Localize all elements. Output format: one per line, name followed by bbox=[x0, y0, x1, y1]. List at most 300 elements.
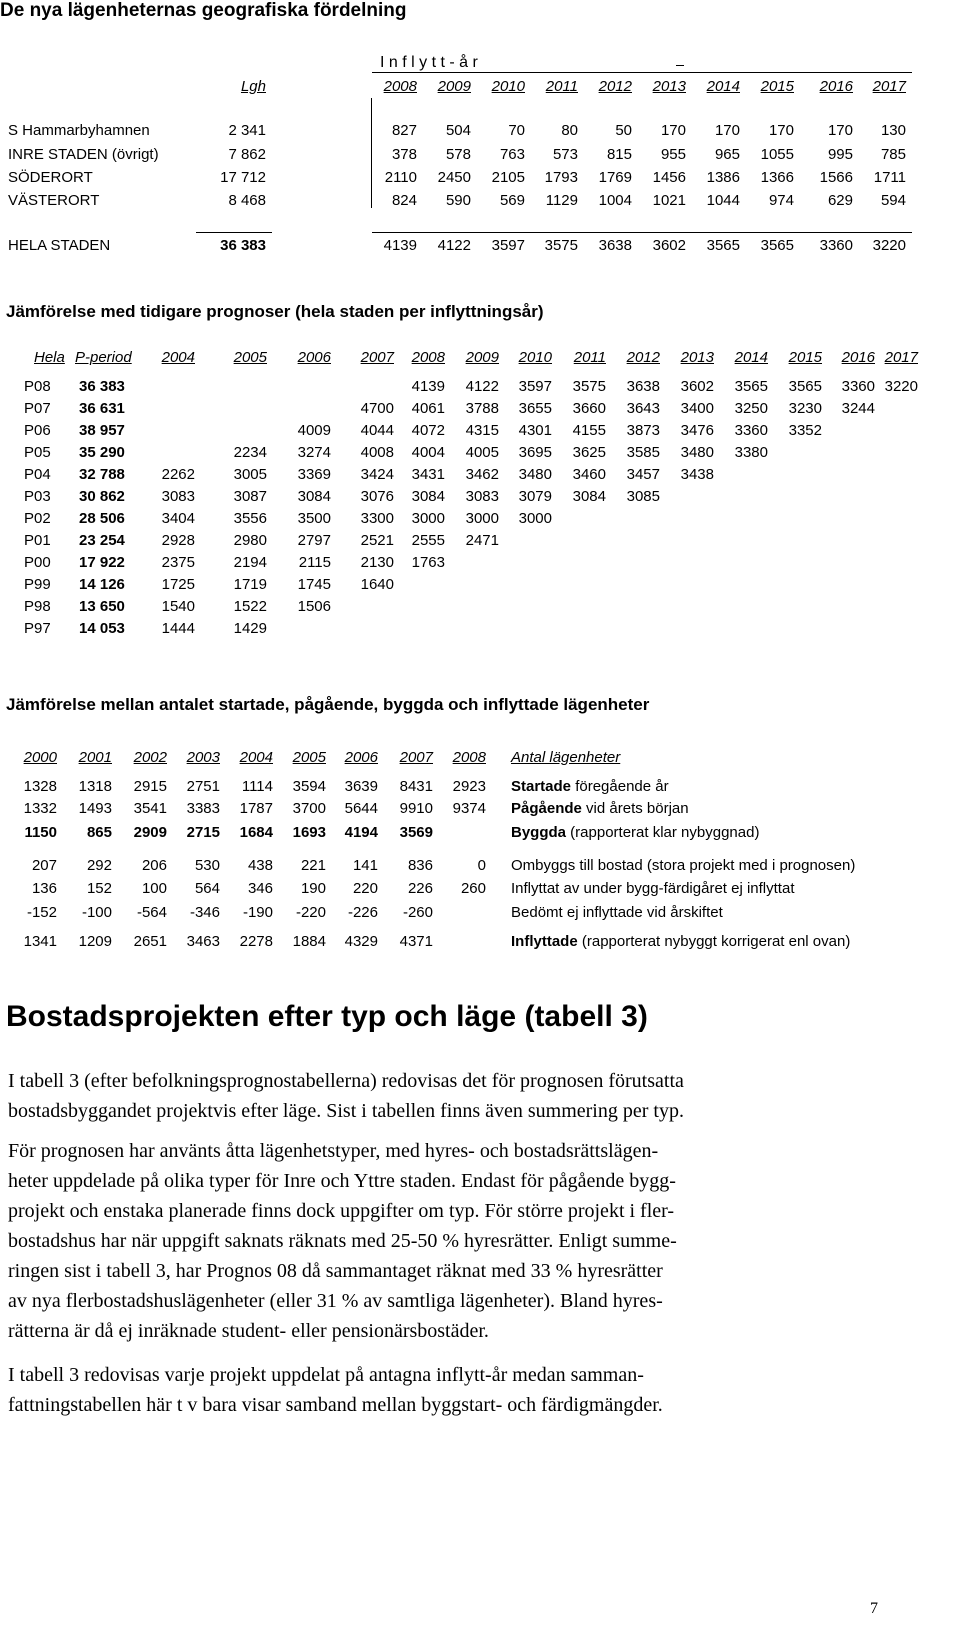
table-cell: 3788 bbox=[465, 400, 499, 417]
table-cell: 170 bbox=[768, 122, 794, 139]
table-cell: 3700 bbox=[292, 800, 326, 817]
year-header: 2015 bbox=[760, 78, 794, 95]
table-cell: 3076 bbox=[360, 488, 394, 505]
table-cell: 3462 bbox=[465, 466, 499, 483]
table-cell: 2715 bbox=[186, 824, 220, 841]
p2-line: ringen sist i tabell 3, har Prognos 08 då sammantaget räknat med 33 % hyresrätter bbox=[8, 1260, 663, 1282]
table-cell: 3575 bbox=[544, 237, 578, 254]
period-label: P00 bbox=[24, 554, 51, 571]
table-cell: 785 bbox=[880, 146, 906, 163]
table-cell: 170 bbox=[660, 122, 686, 139]
table-cell: 1763 bbox=[411, 554, 445, 571]
table-cell: 3565 bbox=[760, 237, 794, 254]
period-label: P01 bbox=[24, 532, 51, 549]
table-cell: 955 bbox=[660, 146, 686, 163]
table-cell: 4008 bbox=[360, 444, 394, 461]
year-header: 2006 bbox=[297, 349, 331, 366]
table-cell: 3360 bbox=[734, 422, 768, 439]
table-cell: 3597 bbox=[491, 237, 525, 254]
table-cell: 292 bbox=[86, 857, 112, 874]
article-heading: Bostadsprojekten efter typ och läge (tabell 3) bbox=[6, 1000, 648, 1033]
row-description-text: (rapporterat nybyggt korrigerat enl ovan) bbox=[577, 933, 851, 950]
period-label: P02 bbox=[24, 510, 51, 527]
table-cell: 3660 bbox=[572, 400, 606, 417]
table-cell: 865 bbox=[86, 824, 112, 841]
p2-line: heter uppdelade på olika typer för Inre och Yttre staden. Endast för pågående bygg- bbox=[8, 1170, 676, 1192]
row-description-text: Inflyttat av under bygg-färdigåret ej inflyttat bbox=[511, 880, 795, 897]
table-cell: 4329 bbox=[344, 933, 378, 950]
table-cell: 1444 bbox=[161, 620, 195, 637]
table-cell: 3565 bbox=[706, 237, 740, 254]
row-description bbox=[511, 904, 723, 921]
year-header: 2009 bbox=[465, 349, 499, 366]
table-cell: 530 bbox=[194, 857, 220, 874]
area-name: VÄSTERORT bbox=[8, 192, 100, 209]
table-cell: 4139 bbox=[411, 378, 445, 395]
year-header: 2017 bbox=[872, 78, 906, 95]
table-cell: 220 bbox=[352, 880, 378, 897]
table-cell: 2130 bbox=[360, 554, 394, 571]
period-total: 17 922 bbox=[79, 554, 125, 571]
year-header: 2007 bbox=[399, 749, 433, 766]
area-name: INRE STADEN (övrigt) bbox=[8, 146, 159, 163]
table-cell: 569 bbox=[499, 192, 525, 209]
table-cell: -152 bbox=[26, 904, 57, 921]
table-cell: 1004 bbox=[598, 192, 632, 209]
table-cell: 1787 bbox=[239, 800, 273, 817]
table-cell: -564 bbox=[136, 904, 167, 921]
table-cell: 3480 bbox=[680, 444, 714, 461]
table-cell: 629 bbox=[827, 192, 853, 209]
table-cell: 4005 bbox=[465, 444, 499, 461]
p2-line: bostadshus har när uppgift saknats räknats med 25-50 % hyresrätter. Enligt summe- bbox=[8, 1230, 677, 1252]
row-description-text: föregående år bbox=[571, 778, 669, 795]
table-cell: 141 bbox=[352, 857, 378, 874]
table-cell: 836 bbox=[407, 857, 433, 874]
table-cell: 50 bbox=[615, 122, 632, 139]
lgh-value: 8 468 bbox=[228, 192, 266, 209]
row-description bbox=[511, 857, 855, 874]
table-cell: -190 bbox=[242, 904, 273, 921]
table-cell: 4122 bbox=[437, 237, 471, 254]
table-cell: 1884 bbox=[292, 933, 326, 950]
table-cell: 206 bbox=[141, 857, 167, 874]
year-header: 2001 bbox=[78, 749, 112, 766]
table-cell: 2651 bbox=[133, 933, 167, 950]
table-cell: 3083 bbox=[161, 488, 195, 505]
table-cell: 207 bbox=[31, 857, 57, 874]
table-cell: 1793 bbox=[544, 169, 578, 186]
table-cell: 3087 bbox=[233, 488, 267, 505]
table-cell: 346 bbox=[247, 880, 273, 897]
year-header: 2009 bbox=[437, 78, 471, 95]
period-label: P99 bbox=[24, 576, 51, 593]
table-cell: 2194 bbox=[233, 554, 267, 571]
table-cell: 1769 bbox=[598, 169, 632, 186]
table-cell: 3639 bbox=[344, 778, 378, 795]
table-cell: 260 bbox=[460, 880, 486, 897]
table-cell: 3000 bbox=[518, 510, 552, 527]
table-cell: 1129 bbox=[545, 192, 578, 209]
table-cell: 5644 bbox=[344, 800, 378, 817]
period-label: P03 bbox=[24, 488, 51, 505]
table-cell: 221 bbox=[300, 857, 326, 874]
table-cell: 3695 bbox=[518, 444, 552, 461]
table-cell: 1341 bbox=[23, 933, 57, 950]
year-header: 2016 bbox=[841, 349, 875, 366]
year-header: 2008 bbox=[383, 78, 417, 95]
table-cell: 3383 bbox=[186, 800, 220, 817]
period-total: 36 631 bbox=[79, 400, 125, 417]
table-cell: 4194 bbox=[344, 824, 378, 841]
table-cell: 3594 bbox=[292, 778, 326, 795]
table-cell: 4009 bbox=[297, 422, 331, 439]
table-cell: 136 bbox=[31, 880, 57, 897]
p2-line: rätterna är då ej inräknade student- eller pensionärsbostäder. bbox=[8, 1320, 489, 1342]
table-cell: 1566 bbox=[819, 169, 853, 186]
table-cell: 3352 bbox=[788, 422, 822, 439]
row-description bbox=[511, 880, 794, 897]
year-header: 2000 bbox=[23, 749, 57, 766]
year-header: 2014 bbox=[706, 78, 740, 95]
lgh-value: 7 862 bbox=[228, 146, 266, 163]
table-cell: 4072 bbox=[411, 422, 445, 439]
p2-line: av nya flerbostadshuslägenheter (eller 31 % av samtliga lägenheter). Bland hyres- bbox=[8, 1290, 663, 1312]
table-cell: 965 bbox=[714, 146, 740, 163]
table-cell: 3541 bbox=[133, 800, 167, 817]
year-header: 2013 bbox=[680, 349, 714, 366]
table-cell: 4315 bbox=[465, 422, 499, 439]
hela-header: Hela bbox=[34, 349, 65, 366]
table-cell: 3005 bbox=[233, 466, 267, 483]
row-description-bold: Byggda bbox=[511, 824, 567, 841]
table-cell: 1429 bbox=[233, 620, 267, 637]
table-cell: 1745 bbox=[297, 576, 331, 593]
table-cell: 1640 bbox=[360, 576, 394, 593]
table-cell: 1506 bbox=[297, 598, 331, 615]
lgh-value: 2 341 bbox=[228, 122, 266, 139]
p1-line: I tabell 3 (efter befolkningsprognostabellerna) redovisas det för prognosen förutsatta bbox=[8, 1070, 684, 1092]
table-cell: 1684 bbox=[239, 824, 273, 841]
table-cell: 3638 bbox=[626, 378, 660, 395]
table-cell: 3084 bbox=[572, 488, 606, 505]
period-label: P04 bbox=[24, 466, 51, 483]
area-name: HELA STADEN bbox=[8, 237, 111, 254]
table-cell: 3300 bbox=[360, 510, 394, 527]
table-cell: 974 bbox=[768, 192, 794, 209]
table-cell: 3602 bbox=[652, 237, 686, 254]
row-description bbox=[511, 778, 669, 795]
year-header: 2015 bbox=[788, 349, 822, 366]
table-cell: 1044 bbox=[706, 192, 740, 209]
section2-title: Jämförelse med tidigare prognoser (hela staden per inflyttningsår) bbox=[6, 302, 544, 321]
table-cell: 573 bbox=[552, 146, 578, 163]
table-cell: 3569 bbox=[399, 824, 433, 841]
year-header: 2006 bbox=[344, 749, 378, 766]
table-cell: 1021 bbox=[652, 192, 686, 209]
period-label: P05 bbox=[24, 444, 51, 461]
table-cell: 1711 bbox=[873, 169, 906, 186]
year-header: 2003 bbox=[186, 749, 220, 766]
year-header: 2011 bbox=[545, 78, 578, 95]
table-cell: 70 bbox=[508, 122, 525, 139]
year-header: 2013 bbox=[652, 78, 686, 95]
table-cell: 2928 bbox=[161, 532, 195, 549]
table-cell: 3084 bbox=[411, 488, 445, 505]
table-cell: 564 bbox=[194, 880, 220, 897]
period-total: 35 290 bbox=[79, 444, 125, 461]
year-header: 2012 bbox=[598, 78, 632, 95]
row-description-bold: Startade bbox=[511, 778, 572, 795]
table-cell: 4155 bbox=[572, 422, 606, 439]
table-cell: 9910 bbox=[399, 800, 433, 817]
table-cell: 4139 bbox=[383, 237, 417, 254]
period-total: 28 506 bbox=[79, 510, 125, 527]
article-paragraph-3 bbox=[8, 1360, 908, 1420]
table-cell: 2909 bbox=[133, 824, 167, 841]
table-cell: -260 bbox=[402, 904, 433, 921]
table-cell: 1209 bbox=[78, 933, 112, 950]
p2-line: För prognosen har använts åtta lägenhetstyper, med hyres- och bostadsrättslägen- bbox=[8, 1140, 659, 1162]
row-description-text: (rapporterat klar nybyggnad) bbox=[566, 824, 760, 841]
table-cell: 763 bbox=[499, 146, 525, 163]
table-cell: 378 bbox=[391, 146, 417, 163]
table-cell: 80 bbox=[561, 122, 578, 139]
table-cell: 152 bbox=[86, 880, 112, 897]
table-cell: 3369 bbox=[297, 466, 331, 483]
table-cell: 578 bbox=[445, 146, 471, 163]
table-cell: 4004 bbox=[411, 444, 445, 461]
period-label: P98 bbox=[24, 598, 51, 615]
table-cell: -100 bbox=[81, 904, 112, 921]
period-label: P08 bbox=[24, 378, 51, 395]
table-cell: 2797 bbox=[297, 532, 331, 549]
table-cell: 3274 bbox=[297, 444, 331, 461]
table-cell: 1540 bbox=[161, 598, 195, 615]
table-cell: 3655 bbox=[518, 400, 552, 417]
table-cell: 1456 bbox=[652, 169, 686, 186]
table-cell: 3575 bbox=[572, 378, 606, 395]
p-period-header: P-period bbox=[75, 349, 132, 366]
table-cell: 1719 bbox=[233, 576, 267, 593]
table-cell: 3500 bbox=[297, 510, 331, 527]
table-cell: 2980 bbox=[233, 532, 267, 549]
table-cell: 2278 bbox=[239, 933, 273, 950]
year-header: 2004 bbox=[161, 349, 195, 366]
table-cell: 995 bbox=[827, 146, 853, 163]
table-cell: 3360 bbox=[841, 378, 875, 395]
period-total: 30 862 bbox=[79, 488, 125, 505]
area-name: SÖDERORT bbox=[8, 169, 93, 186]
table-cell: 3463 bbox=[186, 933, 220, 950]
table-cell: 3424 bbox=[360, 466, 394, 483]
year-header: 2010 bbox=[491, 78, 525, 95]
table-cell: 3084 bbox=[297, 488, 331, 505]
table-cell: 4061 bbox=[411, 400, 445, 417]
antal-header: Antal lägenheter bbox=[511, 749, 621, 766]
table-cell: 100 bbox=[141, 880, 167, 897]
p3-line: I tabell 3 redovisas varje projekt uppdelat på antagna inflytt-år medan samman- bbox=[8, 1364, 644, 1386]
table-cell: 3083 bbox=[465, 488, 499, 505]
table-cell: 3000 bbox=[465, 510, 499, 527]
period-total: 23 254 bbox=[79, 532, 125, 549]
period-total: 14 053 bbox=[79, 620, 125, 637]
table-cell: 815 bbox=[606, 146, 632, 163]
inflytt-group-label: I n f l y t t - å r bbox=[380, 54, 478, 71]
lgh-total: 36 383 bbox=[220, 237, 266, 254]
table-cell: 3079 bbox=[518, 488, 552, 505]
year-header: 2005 bbox=[233, 349, 267, 366]
year-header: 2010 bbox=[518, 349, 552, 366]
year-header: 2016 bbox=[819, 78, 853, 95]
table-cell: 3220 bbox=[884, 378, 918, 395]
table-cell: 3438 bbox=[680, 466, 714, 483]
table-cell: 3380 bbox=[734, 444, 768, 461]
table-cell: 1725 bbox=[161, 576, 195, 593]
table-cell: 3476 bbox=[680, 422, 714, 439]
p2-line: projekt och enstaka planerade finns dock uppgifter om typ. För större projekt i fler- bbox=[8, 1200, 675, 1222]
p3-line: fattningstabellen här t v bara visar samband mellan byggstart- och färdigmängder. bbox=[8, 1394, 663, 1416]
table-cell: 170 bbox=[827, 122, 853, 139]
table-cell: 1493 bbox=[78, 800, 112, 817]
table-cell: 0 bbox=[477, 857, 486, 874]
table-cell: 4700 bbox=[360, 400, 394, 417]
table-cell: 3431 bbox=[411, 466, 445, 483]
table-cell: 3230 bbox=[788, 400, 822, 417]
area-name: S Hammarbyhamnen bbox=[8, 122, 150, 139]
table-cell: 2262 bbox=[161, 466, 195, 483]
table-cell: 3085 bbox=[626, 488, 660, 505]
table-cell: 1150 bbox=[24, 824, 57, 841]
section3-title: Jämförelse mellan antalet startade, pågående, byggda och inflyttade lägenheter bbox=[6, 695, 650, 714]
article-paragraph-1 bbox=[8, 1066, 908, 1126]
table-cell: 2110 bbox=[384, 169, 417, 186]
row-description-bold: Pågående bbox=[511, 800, 582, 817]
row-description bbox=[511, 933, 850, 950]
values-total-rule bbox=[372, 232, 912, 233]
table-cell: 1522 bbox=[233, 598, 267, 615]
article-paragraph-2 bbox=[8, 1136, 908, 1346]
year-header: 2012 bbox=[626, 349, 660, 366]
year-header: 2008 bbox=[411, 349, 445, 366]
table-cell: 2105 bbox=[491, 169, 525, 186]
table-cell: -346 bbox=[189, 904, 220, 921]
table-cell: 3457 bbox=[626, 466, 660, 483]
table-cell: 3873 bbox=[626, 422, 660, 439]
row-description bbox=[511, 824, 759, 841]
table-cell: -226 bbox=[347, 904, 378, 921]
table-cell: 190 bbox=[300, 880, 326, 897]
period-total: 14 126 bbox=[79, 576, 125, 593]
table-cell: 590 bbox=[445, 192, 471, 209]
lgh-total-rule bbox=[196, 232, 272, 233]
table-cell: 4301 bbox=[518, 422, 552, 439]
table-cell: 1366 bbox=[760, 169, 794, 186]
table-cell: 2234 bbox=[233, 444, 267, 461]
table-cell: 3360 bbox=[819, 237, 853, 254]
period-label: P97 bbox=[24, 620, 51, 637]
table-cell: 2521 bbox=[360, 532, 394, 549]
table-cell: 4122 bbox=[465, 378, 499, 395]
lgh-header: Lgh bbox=[240, 78, 266, 95]
table-cell: 226 bbox=[407, 880, 433, 897]
group-rule bbox=[372, 72, 912, 73]
table-cell: 3000 bbox=[411, 510, 445, 527]
year-header: 2014 bbox=[734, 349, 768, 366]
year-header: 2004 bbox=[239, 749, 273, 766]
table-cell: 1332 bbox=[23, 800, 57, 817]
period-label: P07 bbox=[24, 400, 51, 417]
table-cell: 2471 bbox=[465, 532, 499, 549]
table-cell: 3625 bbox=[572, 444, 606, 461]
table-cell: 3556 bbox=[233, 510, 267, 527]
row-description-text: Bedömt ej inflyttade vid årskiftet bbox=[511, 904, 723, 921]
page-number: 7 bbox=[870, 1600, 878, 1617]
table-cell: 3638 bbox=[598, 237, 632, 254]
table-cell: 2915 bbox=[133, 778, 167, 795]
period-total: 32 788 bbox=[79, 466, 125, 483]
table-cell: 1318 bbox=[78, 778, 112, 795]
table-cell: 2115 bbox=[298, 554, 331, 571]
period-total: 36 383 bbox=[79, 378, 125, 395]
table-cell: 1693 bbox=[292, 824, 326, 841]
year-header: 2005 bbox=[292, 749, 326, 766]
table-cell: 3244 bbox=[841, 400, 875, 417]
table-cell: 3250 bbox=[734, 400, 768, 417]
table-cell: 594 bbox=[880, 192, 906, 209]
table-cell: 1328 bbox=[23, 778, 57, 795]
table-cell: 2923 bbox=[452, 778, 486, 795]
period-total: 38 957 bbox=[79, 422, 125, 439]
period-label: P06 bbox=[24, 422, 51, 439]
year-header: 2017 bbox=[884, 349, 918, 366]
table-cell: 3460 bbox=[572, 466, 606, 483]
table-cell: 3602 bbox=[680, 378, 714, 395]
row-description-bold: Inflyttade bbox=[511, 933, 578, 950]
row-description-text: Ombyggs till bostad (stora projekt med i prognosen) bbox=[511, 857, 856, 874]
table-cell: 2751 bbox=[186, 778, 220, 795]
table-cell: 3480 bbox=[518, 466, 552, 483]
table-cell: 824 bbox=[391, 192, 417, 209]
table-cell: 3585 bbox=[626, 444, 660, 461]
section1-title: De nya lägenheternas geografiska fördelning bbox=[0, 0, 407, 21]
group-rule-mark bbox=[676, 65, 684, 66]
table-cell: 8431 bbox=[399, 778, 433, 795]
table-cell: 1114 bbox=[241, 778, 273, 795]
table-cell: 438 bbox=[247, 857, 273, 874]
p1-line: bostadsbyggandet projektvis efter läge. Sist i tabellen finns även summering per typ. bbox=[8, 1100, 684, 1122]
table-cell: -220 bbox=[295, 904, 326, 921]
table-cell: 4371 bbox=[399, 933, 433, 950]
table-cell: 2375 bbox=[161, 554, 195, 571]
table-cell: 1386 bbox=[706, 169, 740, 186]
table-cell: 3400 bbox=[680, 400, 714, 417]
table-cell: 827 bbox=[391, 122, 417, 139]
table-cell: 4044 bbox=[360, 422, 394, 439]
table-cell: 3643 bbox=[626, 400, 660, 417]
year-header: 2007 bbox=[360, 349, 394, 366]
table-cell: 2450 bbox=[437, 169, 471, 186]
row-description-text: vid årets början bbox=[581, 800, 689, 817]
table-cell: 3565 bbox=[734, 378, 768, 395]
table-cell: 3597 bbox=[518, 378, 552, 395]
table-cell: 170 bbox=[714, 122, 740, 139]
table-cell: 3565 bbox=[788, 378, 822, 395]
lgh-value: 17 712 bbox=[220, 169, 266, 186]
table-cell: 504 bbox=[445, 122, 471, 139]
table-cell: 9374 bbox=[452, 800, 486, 817]
table-cell: 130 bbox=[880, 122, 906, 139]
